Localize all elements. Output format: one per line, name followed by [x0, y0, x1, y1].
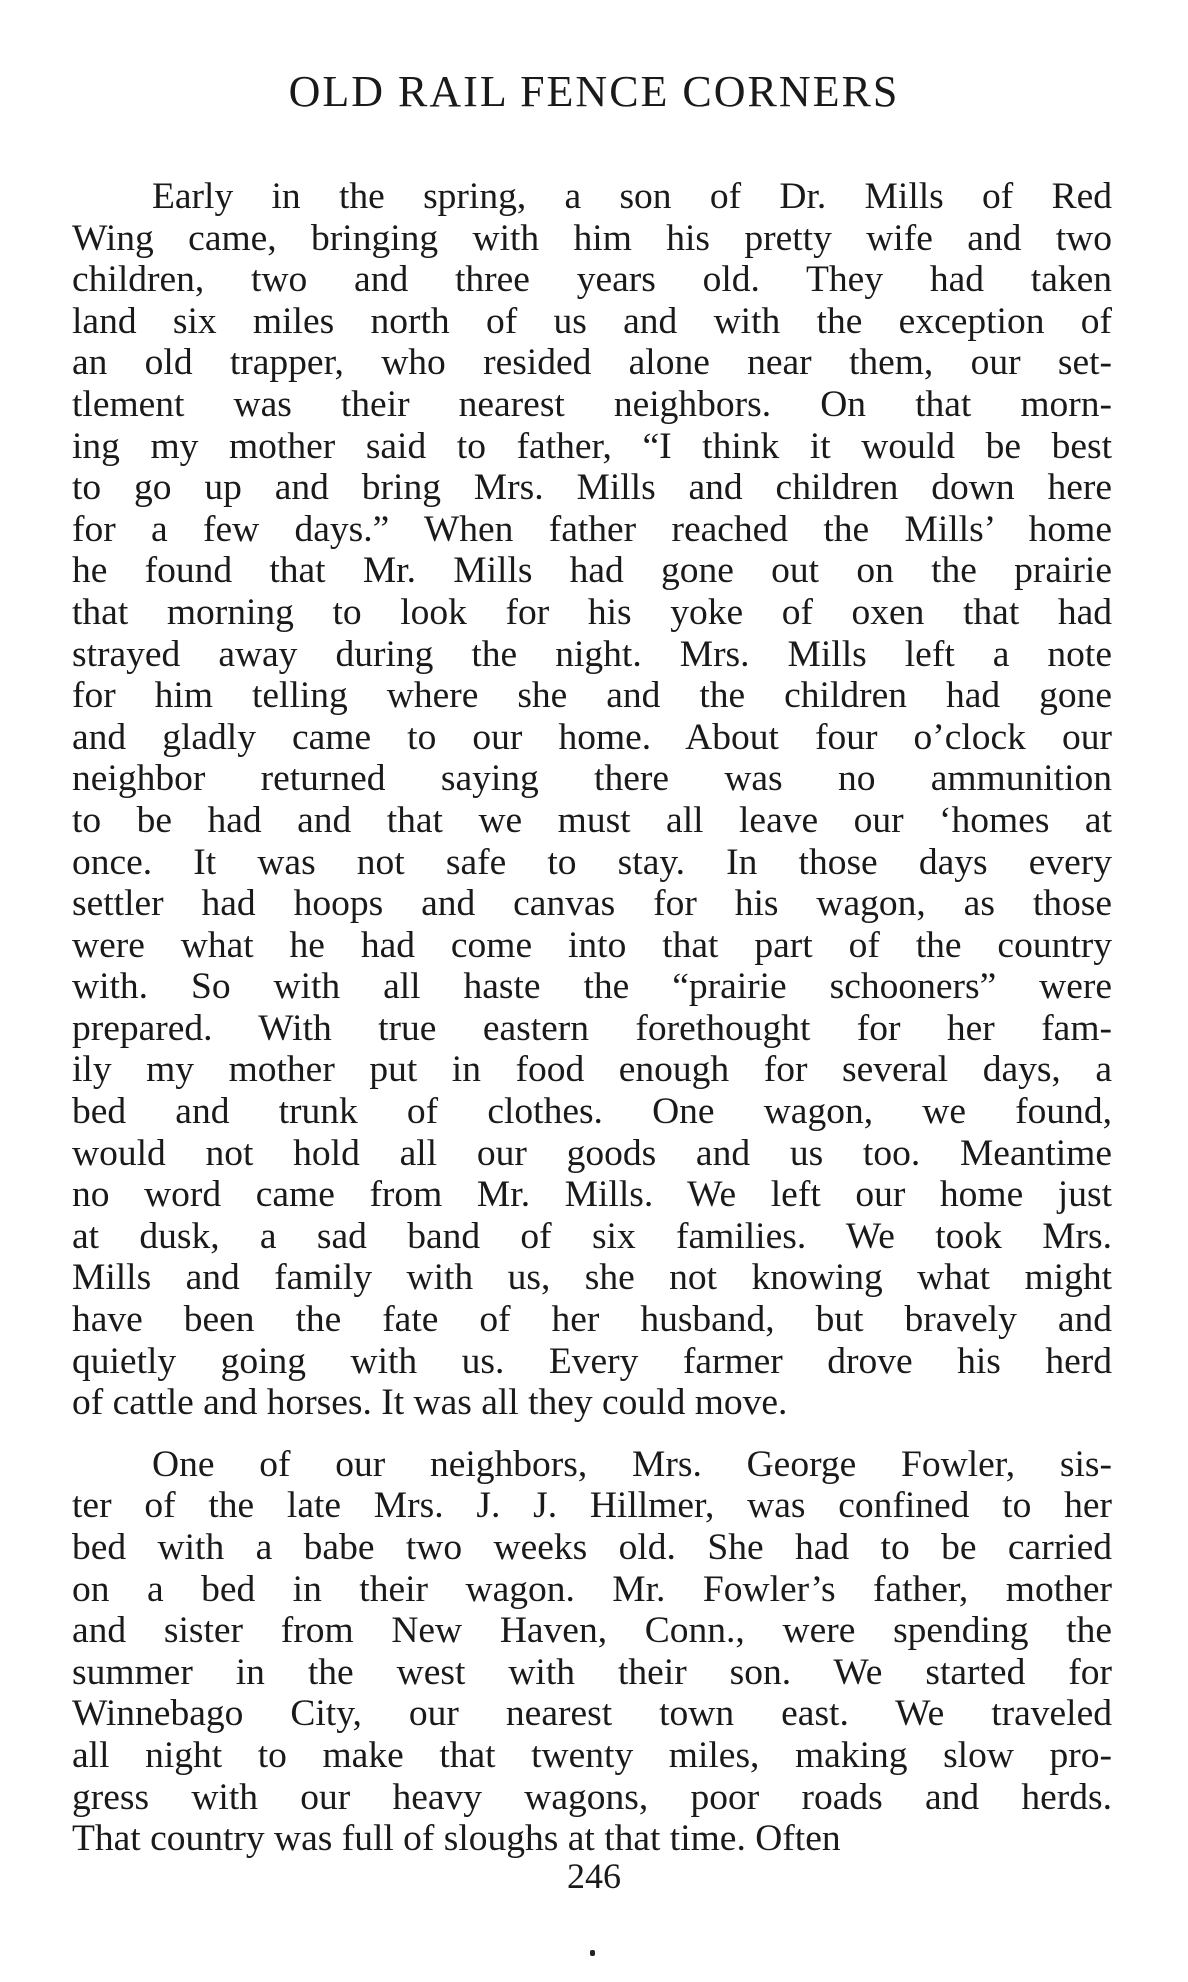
text-line: ily my mother put in food enough for several days, a: [72, 1049, 1112, 1091]
text-line: for a few days.” When father reached the Mills’ home: [72, 508, 1112, 550]
text-line: bed with a babe two weeks old. She had to be carried: [72, 1527, 1112, 1568]
text-line: of cattle and horses. It was all they could move.: [72, 1382, 788, 1424]
text-line: were what he had come into that part of the country: [72, 924, 1112, 966]
text-line: on a bed in their wagon. Mr. Fowler’s father, mother: [72, 1568, 1112, 1610]
text-line: Wing came, bringing with him his pretty wife and two: [72, 217, 1112, 259]
text-line: and sister from New Haven, Conn., were spending the: [72, 1610, 1112, 1652]
text-line: One of our neighbors, Mrs. George Fowler, sis-: [152, 1443, 1112, 1485]
paragraph-1: [72, 176, 1112, 1424]
text-line: once. It was not safe to stay. In those days every: [72, 841, 1112, 883]
text-line: no word came from Mr. Mills. We left our home just: [72, 1174, 1112, 1216]
text-line: bed and trunk of clothes. One wagon, we found,: [72, 1091, 1112, 1133]
text-line: neighbor returned saying there was no ammunition: [72, 758, 1112, 800]
text-line: to be had and that we must all leave our ‘homes at: [72, 799, 1112, 841]
text-line: and gladly came to our home. About four o’clock our: [72, 716, 1112, 758]
text-line: have been the fate of her husband, but bravely and: [72, 1299, 1112, 1341]
text-line: land six miles north of us and with the exception of: [72, 300, 1112, 342]
text-line: tlement was their nearest neighbors. On that morn-: [72, 383, 1112, 425]
text-line: he found that Mr. Mills had gone out on the prairie: [72, 550, 1112, 592]
paragraph-2: [72, 1444, 1112, 1860]
text-line: Mills and family with us, she not knowing what might: [72, 1257, 1112, 1299]
text-line: strayed away during the night. Mrs. Mills left a note: [72, 633, 1112, 675]
page-number: 246: [567, 1856, 621, 1896]
text-line: Early in the spring, a son of Dr. Mills of Red: [152, 176, 1112, 217]
text-line: That country was full of sloughs at that time. Often: [72, 1818, 841, 1860]
text-line: settler had hoops and canvas for his wagon, as those: [72, 883, 1112, 925]
text-line: that morning to look for his yoke of oxen that had: [72, 591, 1112, 633]
text-line: ter of the late Mrs. J. J. Hillmer, was confined to her: [72, 1485, 1112, 1527]
running-head: OLD RAIL FENCE CORNERS: [288, 67, 900, 116]
text-line: summer in the west with their son. We started for: [72, 1651, 1112, 1693]
text-line: quietly going with us. Every farmer drove his herd: [72, 1340, 1112, 1382]
text-line: at dusk, a sad band of six families. We took Mrs.: [72, 1215, 1112, 1257]
text-line: for him telling where she and the children had gone: [72, 675, 1112, 717]
text-line: to go up and bring Mrs. Mills and children down here: [72, 467, 1112, 509]
print-speck: [590, 1950, 595, 1956]
text-line: with. So with all haste the “prairie schooners” were: [72, 966, 1112, 1008]
text-line: all night to make that twenty miles, making slow pro-: [72, 1734, 1112, 1776]
text-line: would not hold all our goods and us too. Meantime: [72, 1132, 1112, 1174]
text-line: an old trapper, who resided alone near them, our set-: [72, 342, 1112, 384]
text-line: children, two and three years old. They had taken: [72, 259, 1112, 301]
text-line: gress with our heavy wagons, poor roads and herds.: [72, 1776, 1112, 1818]
body-text: [72, 176, 1112, 1860]
text-line: prepared. With true eastern forethought for her fam-: [72, 1007, 1112, 1049]
text-line: Winnebago City, our nearest town east. We traveled: [72, 1693, 1112, 1735]
text-line: ing my mother said to father, “I think it would be best: [72, 425, 1112, 467]
